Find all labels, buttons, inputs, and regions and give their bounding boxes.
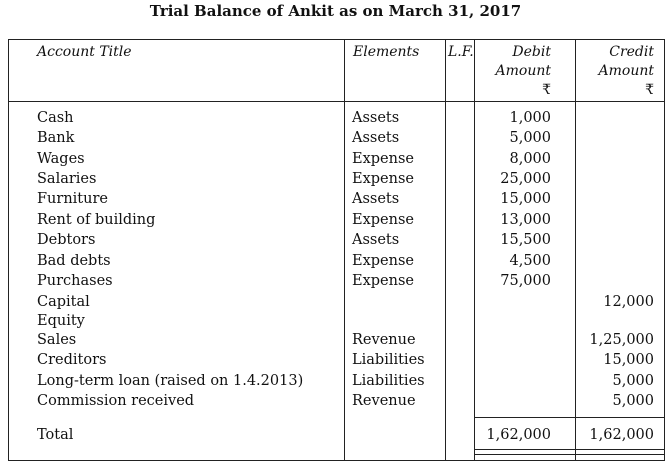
trial-balance-table <box>8 39 665 461</box>
table-row: Cash Assets 1,000 <box>37 110 551 126</box>
table-row: Bank Assets 5,000 <box>37 130 551 146</box>
table-row: Purchases Expense 75,000 <box>37 273 551 289</box>
header-separator <box>8 101 665 102</box>
table-bottom-border <box>8 460 665 461</box>
table-row: Rent of building Expense 13,000 <box>37 212 551 228</box>
table-row: Salaries Expense 25,000 <box>37 171 551 187</box>
total-double-rule-upper <box>474 449 664 450</box>
table-row: Equity <box>37 313 85 329</box>
table-row: Creditors Liabilities 15,000 <box>37 352 654 368</box>
total-double-rule-lower <box>474 454 664 455</box>
table-row: Sales Revenue 1,25,000 <box>37 332 654 348</box>
header-debit-amount: Debit Amount ₹ <box>474 43 551 100</box>
table-row: Furniture Assets 15,000 <box>37 191 551 207</box>
page-title: Trial Balance of Ankit as on March 31, 2017 <box>149 2 522 20</box>
table-row: Long-term loan (raised on 1.4.2013) Liabilities 5,000 <box>37 373 654 389</box>
header-account-title: Account Title <box>37 44 132 60</box>
header-lf: L.F. <box>448 44 474 60</box>
total-row: Total 1,62,000 1,62,000 <box>37 427 654 443</box>
total-top-rule <box>474 417 664 418</box>
rupee-icon: ₹ <box>542 82 551 98</box>
table-row: Debtors Assets 15,500 <box>37 232 551 248</box>
header-credit-amount: Credit Amount ₹ <box>575 43 654 100</box>
table-row: Capital 12,000 <box>37 294 654 310</box>
table-row: Commission received Revenue 5,000 <box>37 393 654 409</box>
table-top-border <box>8 39 665 40</box>
table-row: Wages Expense 8,000 <box>37 151 551 167</box>
rupee-icon: ₹ <box>645 82 654 98</box>
table-row: Bad debts Expense 4,500 <box>37 253 551 269</box>
header-elements: Elements <box>353 44 420 60</box>
